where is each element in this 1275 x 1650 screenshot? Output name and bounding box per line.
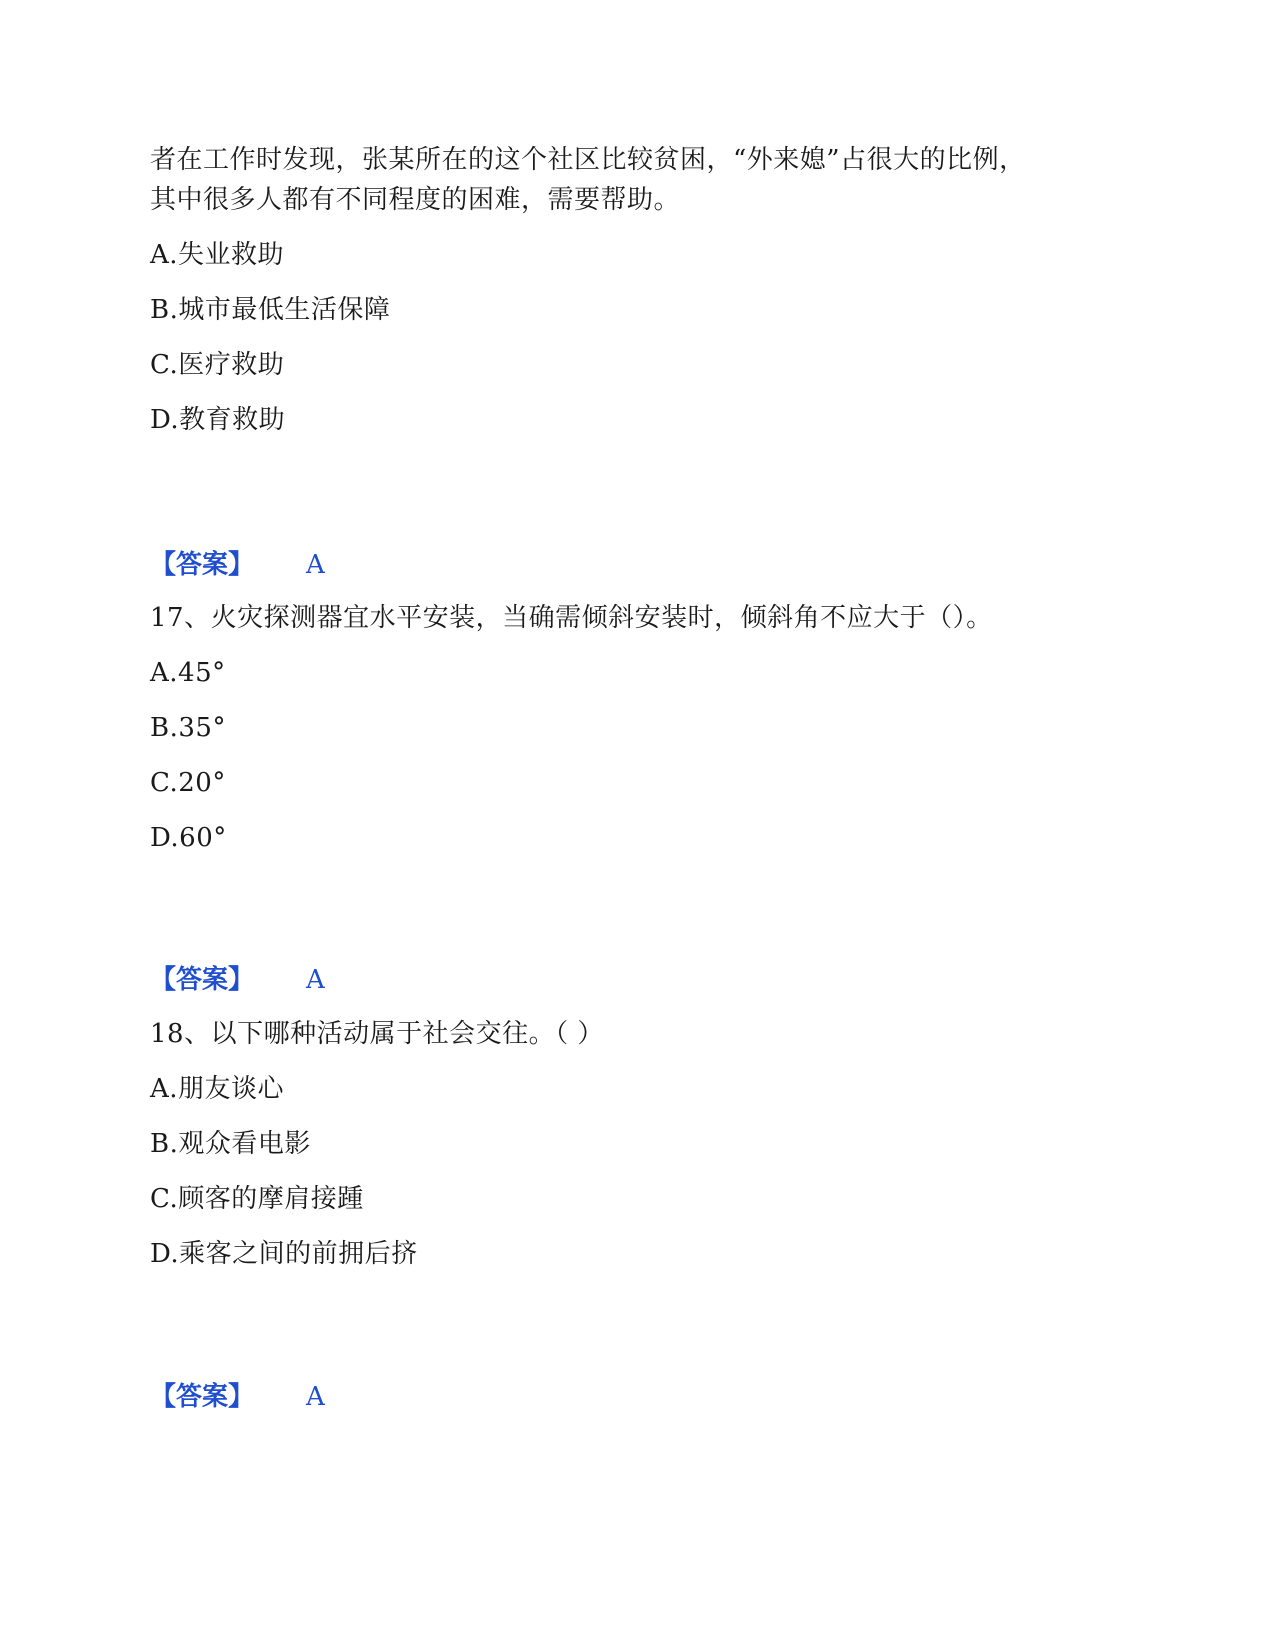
q18-option-d: D.乘客之间的前拥后挤 [150,1239,418,1269]
q17-option-a: A.45° [150,658,226,688]
q17-stem: 17、火灾探测器宜水平安装，当确需倾斜安装时，倾斜角不应大于（）。 [150,603,993,633]
q16-option-d: D.教育救助 [150,405,286,435]
q17-option-c: C.20° [150,768,226,798]
q17-answer-value: A [306,965,325,995]
q18-stem: 18、以下哪种活动属于社会交往。（ ） [150,1019,604,1049]
q16-option-a: A.失业救助 [150,240,285,270]
q18-answer-value: A [306,1382,325,1412]
q17-answer [150,963,325,997]
q16-option-b: B.城市最低生活保障 [150,295,391,325]
q18-option-b: B.观众看电影 [150,1129,311,1159]
q18-option-c: C.顾客的摩肩接踵 [150,1184,364,1214]
q16-answer [150,548,325,582]
q17-option-d: D.60° [150,823,227,853]
q16-answer-label: 【答案】 [150,550,255,580]
q16-answer-value: A [306,550,325,580]
q16-stem-line-2: 其中很多人都有不同程度的困难，需要帮助。 [150,185,681,215]
q16-option-c: C.医疗救助 [150,350,285,380]
q16-stem-line-1: 者在工作时发现，张某所在的这个社区比较贫困，“外来媳”占很大的比例， [150,145,1026,175]
q18-answer-label: 【答案】 [150,1382,255,1412]
q17-option-b: B.35° [150,713,226,743]
q18-answer [150,1380,325,1414]
q18-option-a: A.朋友谈心 [150,1074,285,1104]
q17-answer-label: 【答案】 [150,965,255,995]
